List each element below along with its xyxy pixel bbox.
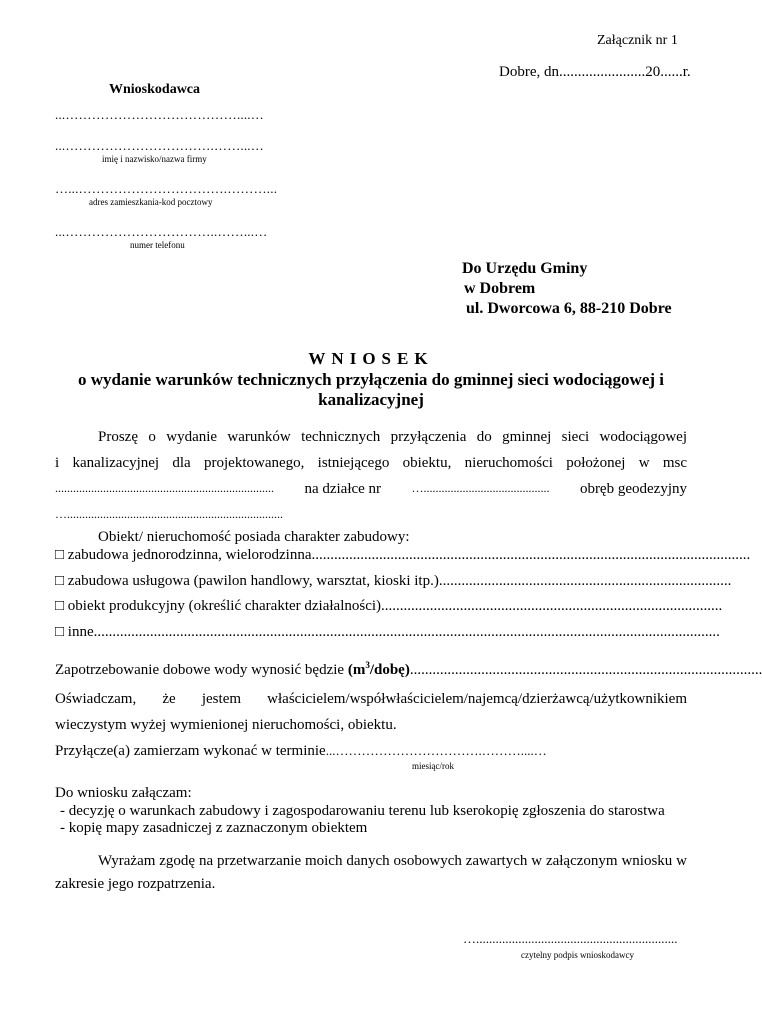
applicant-name-line: ...…………………………….……...… <box>55 138 264 153</box>
applicant-heading: Wnioskodawca <box>109 82 201 97</box>
water-demand-label: Zapotrzebowanie dobowe wody wynosić będzie <box>55 662 345 678</box>
declaration-line-2: wieczystym wyżej wymienionej nieruchomości, obiektu. <box>55 717 397 733</box>
applicant-line-1: ...…………………………………....… <box>55 107 264 122</box>
date-line: Dobre, dn.......................20......r. <box>499 64 691 80</box>
declaration-word-4: właścicielem/współwłaścicielem/najemcą/dzierżawcą/użytkownikiem <box>267 691 687 707</box>
water-demand-field[interactable]: .............................................................................................. <box>409 662 762 678</box>
applicant-name-caption: imię i nazwisko/nazwa firmy <box>102 154 207 164</box>
unit-close: /dobę) <box>369 662 410 678</box>
connection-label: Przyłącze(a) zamierzam wykonać w terminie <box>55 743 326 759</box>
parcel-label: na działce nr <box>304 481 382 497</box>
declaration-word-3: jestem <box>201 691 242 707</box>
connection-line <box>55 743 547 760</box>
attachments-intro: Do wniosku załączam: <box>55 785 192 801</box>
recipient-street: ul. Dworcowa 6, 88-210 Dobre <box>466 300 672 317</box>
attachment-item: - kopię mapy zasadniczej z zaznaczonym obiektem <box>60 820 368 836</box>
connection-date-field[interactable]: ...…………………………….………....… <box>325 743 547 758</box>
declaration-line-1 <box>55 691 687 708</box>
consent-text: Wyrażam zgodę na przetwarzanie moich danych osobowych zawartych w załączonym wniosku w zakresie jego rozpatrzenia. <box>55 853 687 892</box>
declaration-word-2: że <box>162 691 176 707</box>
request-line-3 <box>55 481 687 498</box>
connection-caption: miesiąc/rok <box>412 761 454 771</box>
signature-field[interactable]: ….............................................................. <box>463 931 678 946</box>
document-title: WNIOSEK <box>308 349 434 368</box>
request-line-2 <box>55 455 687 472</box>
applicant-phone-line: ...……………………………..……...… <box>55 224 268 239</box>
unit-open: (m <box>347 662 366 678</box>
signature-caption: czytelny podpis wnioskodawcy <box>521 950 634 960</box>
parcel-field[interactable]: ….......................................... <box>411 481 550 495</box>
precinct-label: obręb geodezyjny <box>579 481 687 497</box>
request-line-2-text: i kanalizacyjnej dla projektowanego, istniejącego obiektu, nieruchomości położonej w msc <box>55 455 687 471</box>
option-other[interactable]: □ inne....................................................................................................................................................................... <box>55 624 720 640</box>
request-line-1-text: Proszę o wydanie warunków technicznych przyłączenia do gminnej sieci wodociągowej <box>98 429 687 445</box>
request-line-1 <box>98 429 687 446</box>
applicant-address-caption: adres zamieszkania-kod pocztowy <box>89 197 213 207</box>
option-service[interactable]: □ zabudowa usługowa (pawilon handlowy, warsztat, kioski itp.).............................................................................. <box>55 573 732 589</box>
recipient-office: Do Urzędu Gminy <box>462 260 588 277</box>
water-demand-line <box>55 660 762 679</box>
applicant-address-line: …...…………………………….………... <box>55 181 278 196</box>
recipient-town: w Dobrem <box>464 280 536 297</box>
building-intro: Obiekt/ nieruchomość posiada charakter zabudowy: <box>98 529 410 545</box>
locality-field[interactable]: ......................................................................... <box>55 481 274 495</box>
applicant-phone-caption: numer telefonu <box>130 240 185 250</box>
attachment-item: - decyzję o warunkach zabudowy i zagospodarowaniu terenu lub kserokopię zgłoszenia do starostwa <box>60 803 665 819</box>
declaration-word-1: Oświadczam, <box>55 691 137 707</box>
option-residential[interactable]: □ zabudowa jednorodzinna, wielorodzinna..................................................................................................................... <box>55 547 751 563</box>
precinct-field[interactable]: …........................................................................ <box>55 507 283 521</box>
water-demand-unit <box>348 662 410 678</box>
unit-sup: 3 <box>365 660 370 670</box>
option-production[interactable]: □ obiekt produkcyjny (określić charakter działalności)........................................................................................... <box>55 598 723 614</box>
attachment-number: Załącznik nr 1 <box>597 33 678 48</box>
document-subtitle: o wydanie warunków technicznych przyłączenia do gminnej sieci wodociągowej i kanalizacyjnej <box>78 370 664 409</box>
